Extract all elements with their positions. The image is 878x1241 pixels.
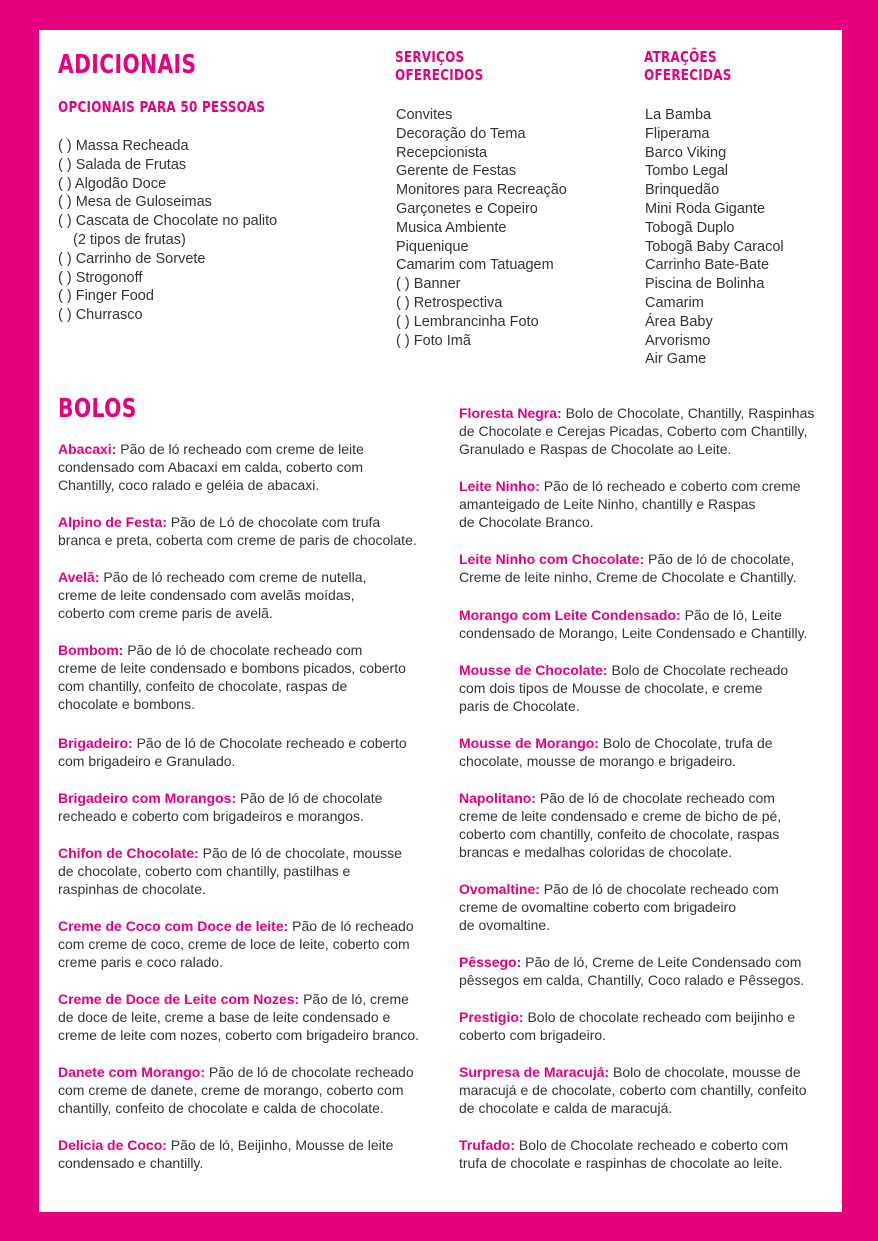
bolo-desc: chantilly, confeito de chocolate e calda de chocolate. bbox=[58, 1100, 384, 1116]
list-item: Camarim bbox=[645, 294, 704, 311]
bolo-desc: creme de leite condensado com avelãs moídas, bbox=[58, 587, 355, 603]
bolo-desc: paris de Chocolate. bbox=[459, 698, 580, 714]
bolo-desc: de doce de leite, creme a base de leite condensado e bbox=[58, 1009, 391, 1025]
bolo-item bbox=[459, 1008, 795, 1044]
bolo-name: Leite Ninho: bbox=[459, 478, 540, 494]
bolo-desc: Bolo de chocolate recheado com beijinho e bbox=[523, 1009, 796, 1025]
bolo-item bbox=[459, 734, 773, 770]
bolo-desc: Pão de ló de chocolate bbox=[236, 790, 383, 806]
bolo-item bbox=[459, 1063, 807, 1117]
bolo-desc: chocolate e bombons. bbox=[58, 696, 195, 712]
bolo-name: Morango com Leite Condensado: bbox=[459, 607, 681, 623]
bolo-desc: Bolo de Chocolate, Chantilly, Raspinhas bbox=[561, 405, 815, 421]
bolo-desc: com brigadeiro e Granulado. bbox=[58, 753, 236, 769]
bolo-item bbox=[58, 917, 414, 971]
bolo-item bbox=[459, 606, 807, 642]
bolo-desc: Pão de ló recheado com creme de nutella, bbox=[99, 569, 367, 585]
adicionais-subtitle: OPCIONAIS PARA 50 PESSOAS bbox=[58, 98, 266, 116]
bolo-name: Chifon de Chocolate: bbox=[58, 845, 199, 861]
bolo-name: Pêssego: bbox=[459, 954, 522, 970]
bolo-item bbox=[459, 953, 804, 989]
bolo-desc: Pão de ló recheado bbox=[288, 918, 414, 934]
bolo-name: Alpino de Festa: bbox=[58, 514, 167, 530]
bolo-desc: creme paris e coco ralado. bbox=[58, 954, 223, 970]
bolo-desc: Bolo de Chocolate recheado bbox=[607, 662, 789, 678]
list-item: ( ) Finger Food bbox=[58, 288, 154, 305]
bolo-name: Ovomaltine: bbox=[459, 881, 540, 897]
bolo-name: Floresta Negra: bbox=[459, 405, 562, 421]
bolo-desc: Pão de ló recheado com creme de leite bbox=[116, 441, 364, 457]
adicionais-title: ADICIONAIS bbox=[58, 50, 197, 80]
bolos-title: BOLOS bbox=[58, 394, 137, 424]
list-item: Gerente de Festas bbox=[396, 163, 517, 180]
bolo-desc: recheado e coberto com brigadeiros e morangos. bbox=[58, 808, 364, 824]
bolo-name: Abacaxi: bbox=[58, 441, 117, 457]
bolo-item bbox=[459, 550, 796, 586]
bolo-desc: com chantilly, confeito de chocolate, raspas de bbox=[58, 678, 348, 694]
bolo-item bbox=[58, 641, 406, 713]
list-item: Air Game bbox=[645, 351, 707, 368]
bolo-desc: de chocolate e calda de maracujá. bbox=[459, 1100, 673, 1116]
bolo-desc: chocolate, mousse de morango e brigadeiro. bbox=[459, 753, 737, 769]
bolo-desc: coberto com brigadeiro. bbox=[459, 1027, 607, 1043]
bolo-item bbox=[459, 789, 781, 861]
bolo-desc: coberto com chantilly, confeito de chocolate, raspas bbox=[459, 826, 780, 842]
list-item: ( ) Retrospectiva bbox=[396, 294, 503, 311]
list-item: Tobogã Duplo bbox=[645, 219, 735, 236]
bolo-item bbox=[459, 477, 801, 531]
list-item: Garçonetes e Copeiro bbox=[396, 200, 538, 217]
servicos-title-line2: OFERECIDOS bbox=[395, 66, 484, 84]
bolo-item bbox=[459, 661, 788, 715]
menu-page bbox=[39, 30, 842, 1212]
bolo-desc: Pão de Ló de chocolate com trufa bbox=[166, 514, 381, 530]
list-item: ( ) Lembrancinha Foto bbox=[396, 313, 539, 330]
list-item: Área Baby bbox=[645, 313, 713, 330]
list-item: ( ) Algodão Doce bbox=[58, 175, 167, 192]
bolo-item bbox=[58, 990, 419, 1044]
bolo-item bbox=[459, 404, 814, 458]
list-item: ( ) Mesa de Guloseimas bbox=[58, 194, 212, 211]
bolo-name: Delicia de Coco: bbox=[58, 1137, 167, 1153]
list-item: ( ) Foto Imã bbox=[396, 332, 471, 349]
bolo-item bbox=[58, 568, 366, 622]
bolo-desc: condensado de Morango, Leite Condensado e Chantilly. bbox=[459, 625, 808, 641]
list-item: Mini Roda Gigante bbox=[645, 200, 766, 217]
bolo-desc: de Chocolate Branco. bbox=[459, 514, 594, 530]
bolo-desc: amanteigado de Leite Ninho, chantilly e Raspas bbox=[459, 496, 756, 512]
bolo-item bbox=[459, 880, 779, 934]
bolo-desc: pêssegos em calda, Chantilly, Coco ralado e Pêssegos. bbox=[459, 972, 805, 988]
list-item: ( ) Churrasco bbox=[58, 307, 143, 324]
bolo-desc: com dois tipos de Mousse de chocolate, e creme bbox=[459, 680, 763, 696]
bolo-name: Mousse de Chocolate: bbox=[459, 662, 608, 678]
bolo-name: Creme de Coco com Doce de leite: bbox=[58, 918, 289, 934]
bolo-desc: Pão de ló, Beijinho, Mousse de leite bbox=[166, 1137, 394, 1153]
bolo-desc: raspinhas de chocolate. bbox=[58, 881, 206, 897]
bolo-desc: Pão de ló de chocolate recheado com bbox=[539, 881, 779, 897]
bolo-desc: Pão de ló, Creme de Leite Condensado com bbox=[521, 954, 802, 970]
bolo-item bbox=[58, 1136, 393, 1172]
bolo-item bbox=[58, 513, 417, 549]
list-item: Musica Ambiente bbox=[396, 219, 507, 236]
bolo-desc: brancas e medalhas coloridas de chocolate. bbox=[459, 844, 733, 860]
list-item: Barco Viking bbox=[645, 144, 727, 161]
bolo-desc: Bolo de Chocolate, trufa de bbox=[599, 735, 773, 751]
bolo-desc: Pão de ló recheado e coberto com creme bbox=[539, 478, 801, 494]
bolo-desc: coberto com creme paris de avelã. bbox=[58, 605, 273, 621]
list-item: Carrinho Bate-Bate bbox=[645, 257, 770, 274]
atracoes-title-line1: ATRAÇÕES bbox=[644, 48, 717, 66]
list-item: Fliperama bbox=[645, 125, 710, 142]
bolo-name: Avelã: bbox=[58, 569, 100, 585]
bolo-desc: de Chocolate e Cerejas Picadas, Coberto com Chantilly, bbox=[459, 423, 808, 439]
bolo-desc: creme de leite com nozes, coberto com brigadeiro branco. bbox=[58, 1027, 420, 1043]
list-item: ( ) Strogonoff bbox=[58, 269, 143, 286]
bolo-item bbox=[58, 1063, 414, 1117]
list-item: ( ) Massa Recheada bbox=[58, 138, 189, 154]
list-item: (2 tipos de frutas) bbox=[73, 231, 186, 248]
atracoes-title-line2: OFERECIDAS bbox=[644, 66, 732, 84]
bolo-desc: Pão de ló de chocolate, bbox=[644, 551, 795, 567]
bolo-desc: de ovomaltine. bbox=[459, 917, 551, 933]
bolo-desc: condensado e chantilly. bbox=[58, 1155, 204, 1171]
bolo-name: Bombom: bbox=[58, 642, 124, 658]
atracoes-title bbox=[644, 48, 732, 84]
bolo-name: Mousse de Morango: bbox=[459, 735, 600, 751]
bolo-desc: com creme de danete, creme de morango, coberto com bbox=[58, 1082, 404, 1098]
list-item: Piscina de Bolinha bbox=[645, 276, 765, 293]
bolo-desc: Granulado e Raspas de Chocolate ao Leite. bbox=[459, 441, 732, 457]
bolo-desc: maracujá e de chocolate, coberto com chantilly, confeito bbox=[459, 1082, 807, 1098]
atracoes-list bbox=[645, 106, 784, 369]
list-item: ( ) Cascata de Chocolate no palito bbox=[58, 213, 278, 230]
bolo-desc: Pão de ló de chocolate recheado com bbox=[536, 790, 775, 806]
list-item: Decoração do Tema bbox=[396, 125, 526, 142]
bolo-desc: creme de ovomaltine coberto com brigadeiro bbox=[459, 899, 737, 915]
bolo-name: Brigadeiro com Morangos: bbox=[58, 790, 237, 806]
bolo-name: Napolitano: bbox=[459, 790, 536, 806]
bolo-name: Creme de Doce de Leite com Nozes: bbox=[58, 991, 300, 1007]
bolo-desc: branca e preta, coberta com creme de paris de chocolate. bbox=[58, 532, 417, 548]
list-item: ( ) Banner bbox=[396, 276, 461, 293]
bolo-desc: Pão de ló de chocolate recheado com bbox=[123, 642, 363, 658]
bolo-desc: Chantilly, coco ralado e geléia de abacaxi. bbox=[58, 477, 320, 493]
bolo-item bbox=[58, 440, 364, 494]
servicos-title-line1: SERVIÇOS bbox=[395, 48, 465, 66]
bolo-name: Leite Ninho com Chocolate: bbox=[459, 551, 645, 567]
bolo-desc: condensado com Abacaxi em calda, coberto com bbox=[58, 459, 364, 475]
bolo-name: Brigadeiro: bbox=[58, 735, 133, 751]
bolo-desc: Bolo de Chocolate recheado e coberto com bbox=[515, 1137, 789, 1153]
list-item: Brinquedão bbox=[645, 182, 720, 199]
list-item: ( ) Salada de Frutas bbox=[58, 156, 187, 173]
bolo-desc: Pão de ló de chocolate, mousse bbox=[198, 845, 402, 861]
list-item: ( ) Carrinho de Sorvete bbox=[58, 250, 206, 267]
list-item: Convites bbox=[396, 107, 453, 123]
bolo-desc: Bolo de chocolate, mousse de bbox=[609, 1064, 801, 1080]
adicionais-list bbox=[58, 137, 277, 325]
bolo-desc: Pão de ló de chocolate recheado bbox=[205, 1064, 414, 1080]
bolo-desc: Pão de ló, creme bbox=[299, 991, 409, 1007]
bolo-desc: de chocolate, coberto com chantilly, pastilhas e bbox=[58, 863, 351, 879]
bolo-item bbox=[58, 734, 407, 770]
bolo-name: Surpresa de Maracujá: bbox=[459, 1064, 610, 1080]
bolo-desc: trufa de chocolate e raspinhas de chocolate ao leite. bbox=[459, 1155, 783, 1171]
bolo-desc: creme de leite condensado e creme de bicho de pé, bbox=[459, 808, 782, 824]
bolo-name: Danete com Morango: bbox=[58, 1064, 206, 1080]
list-item: Monitores para Recreação bbox=[396, 182, 567, 199]
list-item: Camarim com Tatuagem bbox=[396, 257, 554, 274]
bolo-name: Trufado: bbox=[459, 1137, 515, 1153]
servicos-list bbox=[396, 106, 567, 350]
list-item: Tobogã Baby Caracol bbox=[645, 238, 784, 255]
bolo-desc: creme de leite condensado e bombons picados, coberto bbox=[58, 660, 406, 676]
bolo-item bbox=[58, 789, 382, 825]
bolo-item bbox=[459, 1136, 788, 1172]
bolo-item bbox=[58, 844, 402, 898]
list-item: Recepcionista bbox=[396, 144, 488, 161]
bolo-desc: Pão de ló, Leite bbox=[680, 607, 782, 623]
list-item: La Bamba bbox=[645, 107, 712, 123]
bolo-desc: Creme de leite ninho, Creme de Chocolate e Chantilly. bbox=[459, 569, 797, 585]
bolo-desc: com creme de coco, creme de loce de leite, coberto com bbox=[58, 936, 410, 952]
list-item: Arvorismo bbox=[645, 332, 711, 349]
servicos-title bbox=[395, 48, 484, 84]
list-item: Piquenique bbox=[396, 238, 469, 255]
bolo-name: Prestigio: bbox=[459, 1009, 524, 1025]
bolo-desc: Pão de ló de Chocolate recheado e coberto bbox=[132, 735, 407, 751]
list-item: Tombo Legal bbox=[645, 163, 729, 180]
